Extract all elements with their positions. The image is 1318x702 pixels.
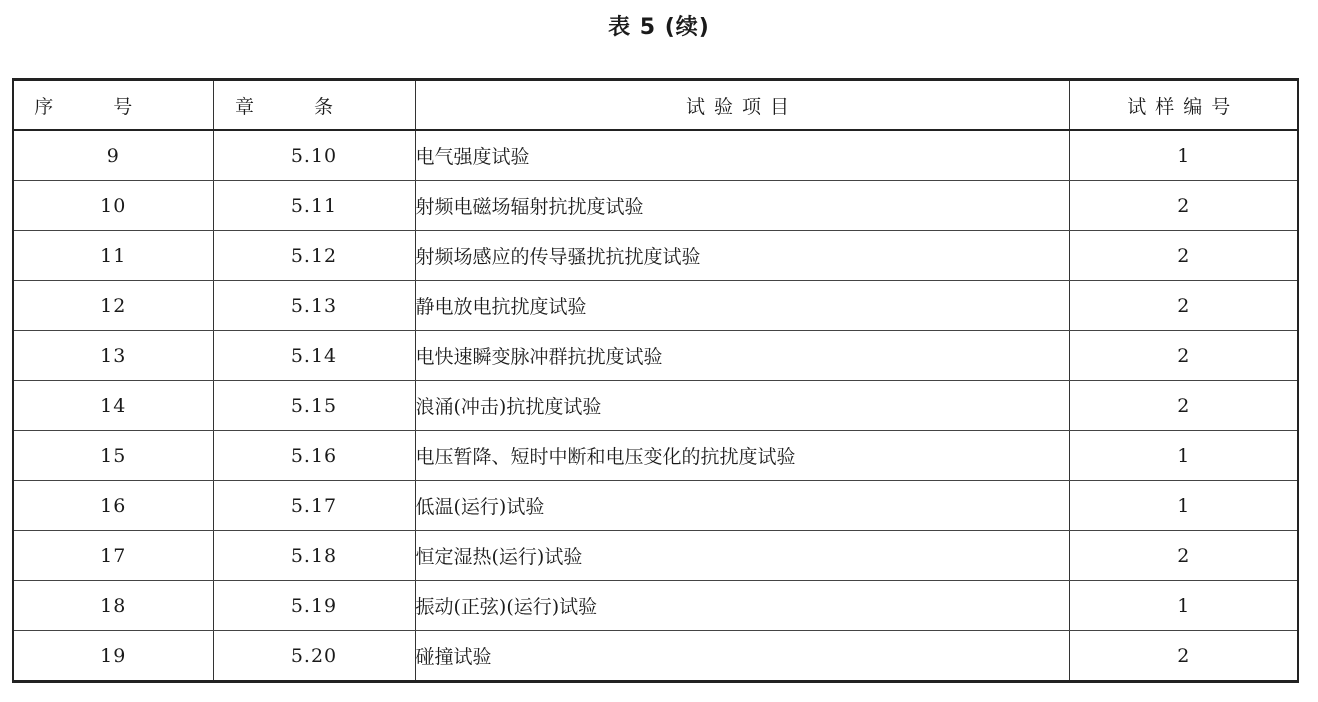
cell-clause: 5.13 (213, 281, 415, 331)
test-items-table (12, 78, 1299, 683)
table-row (13, 531, 1298, 581)
table-row (13, 130, 1298, 181)
cell-serial-no: 12 (13, 281, 213, 331)
cell-serial-no: 17 (13, 531, 213, 581)
cell-sample-no: 1 (1069, 431, 1298, 481)
cell-clause: 5.12 (213, 231, 415, 281)
cell-sample-no: 2 (1069, 231, 1298, 281)
cell-sample-no: 1 (1069, 481, 1298, 531)
cell-serial-no: 13 (13, 331, 213, 381)
cell-serial-no: 18 (13, 581, 213, 631)
table-row (13, 281, 1298, 331)
table-row (13, 231, 1298, 281)
cell-clause: 5.10 (213, 130, 415, 181)
cell-clause: 5.20 (213, 631, 415, 682)
cell-clause: 5.16 (213, 431, 415, 481)
cell-clause: 5.14 (213, 331, 415, 381)
cell-test-item: 静电放电抗扰度试验 (415, 281, 1069, 331)
table-header-row (13, 80, 1298, 131)
cell-clause: 5.19 (213, 581, 415, 631)
header-test-item: 试验项目 (415, 80, 1069, 131)
cell-serial-no: 10 (13, 181, 213, 231)
cell-test-item: 碰撞试验 (415, 631, 1069, 682)
cell-serial-no: 15 (13, 431, 213, 481)
cell-test-item: 恒定湿热(运行)试验 (415, 531, 1069, 581)
table-row (13, 181, 1298, 231)
cell-clause: 5.18 (213, 531, 415, 581)
cell-serial-no: 19 (13, 631, 213, 682)
table-row (13, 481, 1298, 531)
cell-test-item: 振动(正弦)(运行)试验 (415, 581, 1069, 631)
cell-sample-no: 1 (1069, 581, 1298, 631)
cell-serial-no: 9 (13, 130, 213, 181)
cell-test-item: 电压暂降、短时中断和电压变化的抗扰度试验 (415, 431, 1069, 481)
table-caption: 表 5 (续) (608, 15, 710, 40)
cell-test-item: 电快速瞬变脉冲群抗扰度试验 (415, 331, 1069, 381)
header-serial-no: 序号 (13, 80, 213, 131)
cell-sample-no: 2 (1069, 281, 1298, 331)
cell-test-item: 射频场感应的传导骚扰抗扰度试验 (415, 231, 1069, 281)
cell-sample-no: 2 (1069, 331, 1298, 381)
header-clause: 章条 (213, 80, 415, 131)
cell-sample-no: 1 (1069, 130, 1298, 181)
cell-sample-no: 2 (1069, 381, 1298, 431)
cell-serial-no: 16 (13, 481, 213, 531)
cell-serial-no: 11 (13, 231, 213, 281)
table-row (13, 581, 1298, 631)
table-row (13, 431, 1298, 481)
cell-test-item: 射频电磁场辐射抗扰度试验 (415, 181, 1069, 231)
cell-sample-no: 2 (1069, 531, 1298, 581)
table-row (13, 381, 1298, 431)
cell-test-item: 电气强度试验 (415, 130, 1069, 181)
cell-test-item: 浪涌(冲击)抗扰度试验 (415, 381, 1069, 431)
cell-clause: 5.11 (213, 181, 415, 231)
cell-serial-no: 14 (13, 381, 213, 431)
cell-sample-no: 2 (1069, 631, 1298, 682)
header-sample-no: 试样编号 (1069, 80, 1298, 131)
table-row (13, 331, 1298, 381)
table-row (13, 631, 1298, 682)
cell-test-item: 低温(运行)试验 (415, 481, 1069, 531)
cell-clause: 5.17 (213, 481, 415, 531)
cell-clause: 5.15 (213, 381, 415, 431)
cell-sample-no: 2 (1069, 181, 1298, 231)
